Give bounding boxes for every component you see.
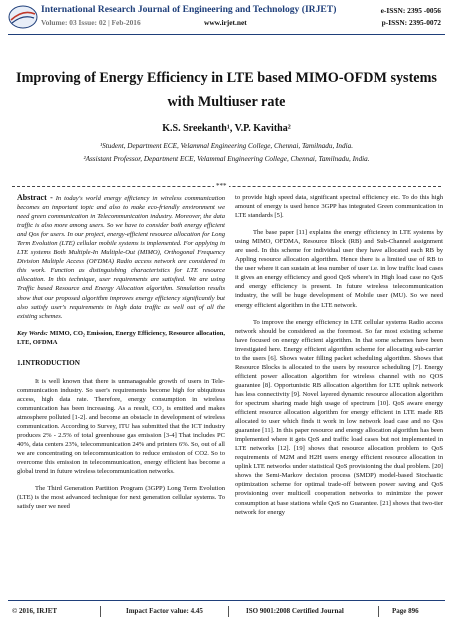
header-rule [8, 34, 445, 35]
footer-separator [228, 606, 229, 617]
journal-volume: Volume: 03 Issue: 02 | Feb-2016 [41, 18, 141, 27]
left-column [17, 193, 225, 511]
abstract [17, 193, 225, 321]
abstract-text: In today's world energy efficiency in wireless communication becomes an important topic and also to make eco-friendly environment we need green communication in Telecommunication industry. Moreover, the data traffic is also more among users. So we have to consider both energy efficient and Qos for users. In our project, energy-efficient resource allocation for Long Term Evolution (LTE) cellular mobile systems is implemented. For applying in LTE systems Both Multiple-In Multiple-Out (MIMO), Orthogonal Frequency Division Multiple Access (OFDMA) Radio access network are considered in this work. Function as distinguishing characteristics for LTE resource allocation. In this technique, user requirements are satisfied. We are using Traffic based Resource and Energy Allocation algorithm. Simulation results show that our proposed algorithm improves energy efficiency significantly but also satisfy user's requirements in high data traffic as well out of all the existing schemes. [17, 195, 226, 320]
footer-rule [8, 600, 445, 601]
affiliation-1: ¹Student, Department ECE, Velammal Engineering College, Chennai, Tamilnadu, India. [99, 142, 354, 150]
abstract-label: Abstract - [17, 193, 53, 202]
intro-paragraph-1: It is well known that there is unmanageable growth of users in Tele-communication industry. So user's requirements become high for ubiquitous access, high data rate. Therefore, energy consumption in wireless communication has been increasing. As a result, CO₂ is emitted and makes atmosphere polluted [1-2]. and become an obstacle in development of wireless communication. According to Survey, ITU has submitted that the ICT industry produces 2% - 2.5% of total greenhouse gas emission [3-4] That includes PC 40%, data centers 23%, telecommunication 24% and printers 6%. So, out of all we are concentrating on telecommunication to reduce emission of CO2. So to overcome this emission in telecommunication, energy efficient has become a global trend in future wireless telecommunication networks. [17, 377, 225, 476]
right-paragraph-2: The base paper [11] explains the energy efficiency in LTE systems by using MIMO, OFDMA, Resource Block (RB) and Sub-Channel assignment are used. In this scheme for individual user they have allocated each RB by Appling resource allocation algorithm. Hence there is a limited use of RB to the user where it can sustain at less number of user i.e. in low traffic load cases it gives an energy efficiency and good QoS where's in High load case no QoS and energy efficiency is present. In future wireless telecommunication industry, the will be huge development of Mobile user (MU). So we need energy efficient algorithm in the LTE network. [235, 229, 443, 309]
page-footer [0, 605, 453, 619]
keywords-label: Key Words: [17, 329, 48, 337]
irjet-logo-icon [8, 5, 38, 29]
right-paragraph-1: to provide high speed data, significant spectral efficiency etc. To do this high amount of energy is used hence 3GPP has integrated Green communication in LTE standards [5]. [235, 194, 443, 220]
divider-stars: *** [216, 182, 227, 190]
section-heading: 1.INTRODUCTION [17, 358, 80, 367]
footer-copyright: © 2016, IRJET [12, 607, 58, 615]
keywords [17, 329, 225, 347]
paper-authors: K.S. Sreekanth¹, V.P. Kavitha² [162, 123, 291, 134]
intro-paragraph-2: The Third Generation Partition Program (3GPP) Long Term Evolution (LTE) is the most advanced technique for next generation cellular systems. To satisfy user we need [17, 485, 225, 511]
footer-page-number: Page 896 [392, 607, 419, 615]
keywords-text: MIMO, CO₂ Emission, Energy Efficiency, Resource allocation, LTE, OFDMA [17, 329, 225, 346]
footer-iso: ISO 9001:2008 Certified Journal [246, 607, 344, 615]
e-issn: e-ISSN: 2395 -0056 [380, 6, 441, 15]
footer-separator [100, 606, 101, 617]
journal-header [0, 0, 453, 36]
right-paragraph-3: To improve the energy efficiency in LTE cellular systems Radio access network should be considered as the foremost. So far most existing scheme have focused on energy efficient algorithm. In that some schemes have been investigated here. Energy efficient algorithm scheme for allocating sub-carrier to the users [6]. Shows water filling packet scheduling algorithm. Shows that Resource Blocks is allocated to the users by resource scheduling [7]. Energy efficient power allocation algorithm for wireless channel with no QOS guarantee [8]. Opportunistic RB allocation algorithm for LTE uplink network has less connectivity [9]. Novel layered dynamic resource allocation algorithm for spectrum sharing made high usage of spectrum [10]. QoS aware energy efficient resource allocation algorithm for energy efficient in LTE made RB allocated to user which finds it work in low network load case and no Qos guarantee [11]. In this paper resource and energy allocation algorithm has been implemented where it gets QoS and traffic load cases but not implemented in LTE networks [12]. [19] shows that resource allocation problem to QoS requirements of M2M and H2H users energy efficient resource allocation in uplink LTE networks under statistical QoS provisioning the dual problem. [20] shows the Semi-Markov decision process (SMDP) model-based Stochastic optimization scheme for optimal trade-off between power saving and QoS provisioning over multicell cooperation networks to minimize the power consumption at base stations while QoS no Guarantee. [21] shows that two-tier network for energy [235, 318, 443, 516]
journal-name: International Research Journal of Engineering and Technology (IRJET) [41, 4, 337, 15]
footer-impact-factor: Impact Factor value: 4.45 [126, 607, 203, 615]
p-issn: p-ISSN: 2395-0072 [381, 18, 441, 27]
right-column [235, 193, 443, 517]
paper-title: Improving of Energy Efficiency in LTE based MIMO-OFDM systems with Multiuser rate [16, 70, 437, 110]
affiliation-2: ²Assistant Professor, Department ECE, Velammal Engineering College, Chennai, Tamilnadu, India. [83, 155, 370, 163]
journal-website: www.irjet.net [204, 18, 247, 27]
footer-separator [378, 606, 379, 617]
